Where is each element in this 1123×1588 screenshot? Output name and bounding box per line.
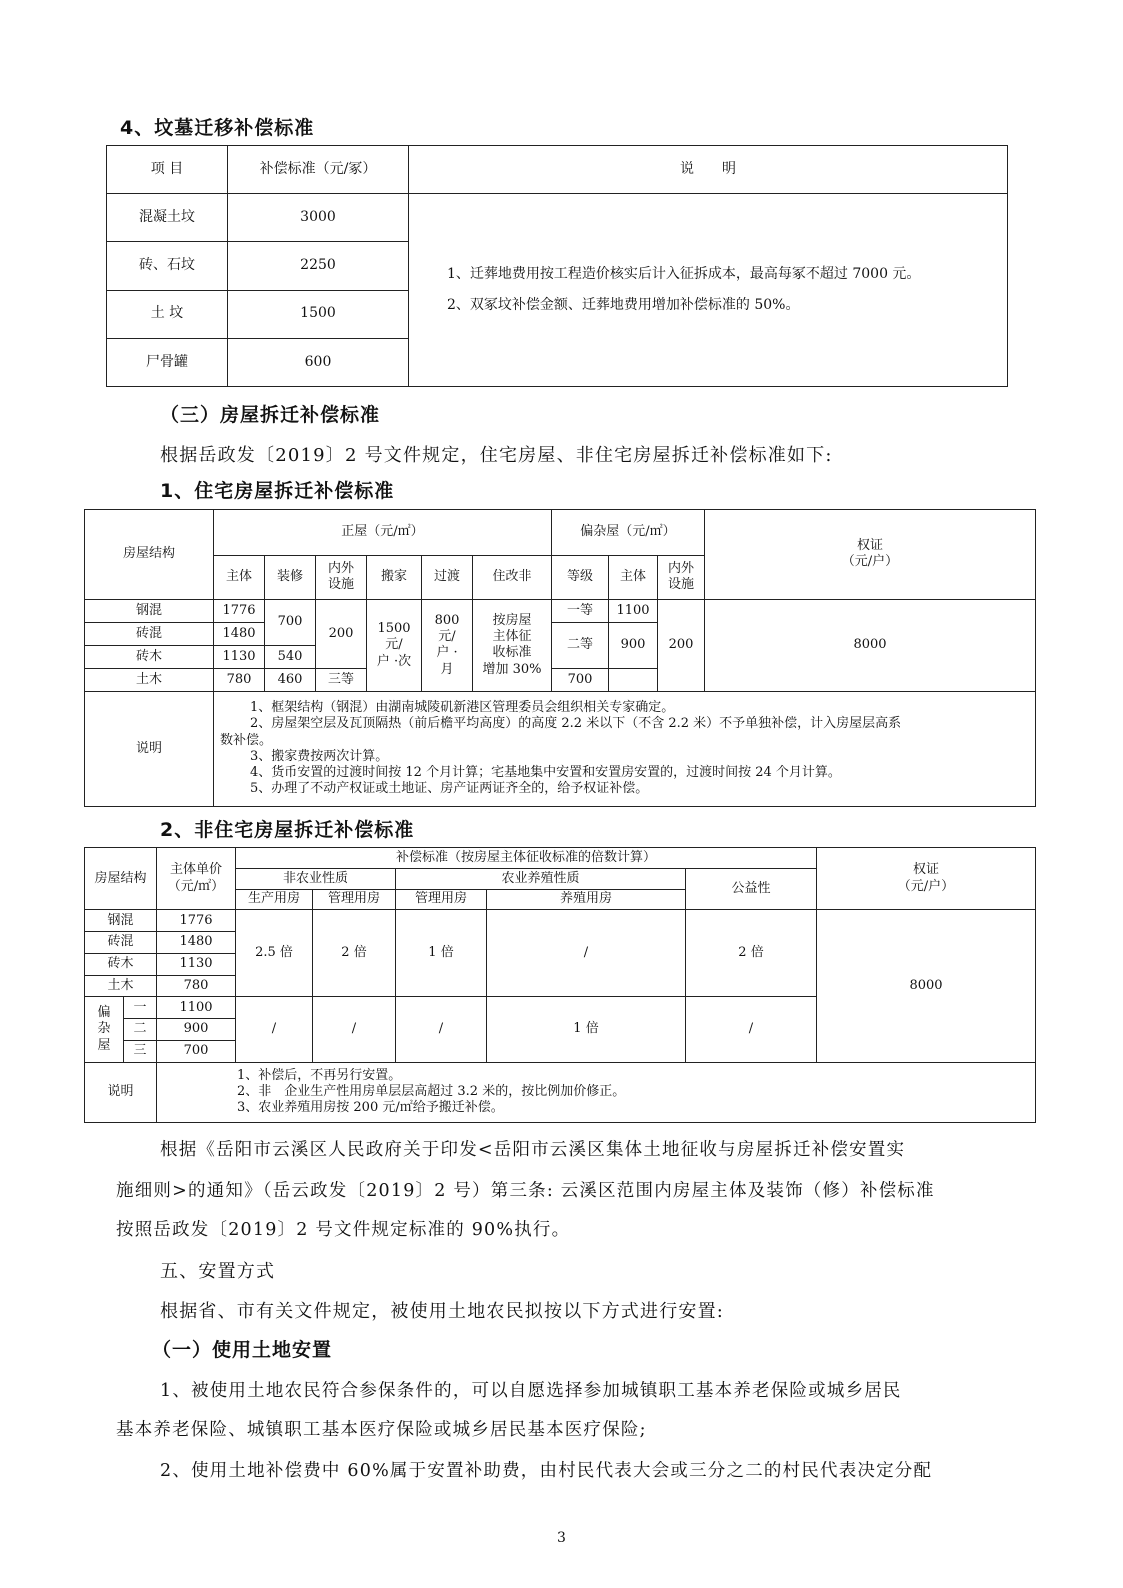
- col-side-facility-line: 设施: [667, 577, 694, 593]
- transition-fee: [422, 599, 473, 691]
- structure-type: 砖木: [85, 953, 157, 975]
- col-agri-management: 管理用房: [396, 889, 487, 910]
- residential-notes: [214, 691, 1036, 806]
- side-price: 1100: [157, 997, 236, 1019]
- col-production: 生产用房: [236, 889, 313, 910]
- side-facility-price: 200: [658, 599, 705, 691]
- grave-heading: 4、坟墓迁移补偿标准: [120, 117, 315, 139]
- breeding-multiplier: /: [487, 910, 686, 997]
- cert-header: [817, 848, 1036, 910]
- side-price: 700: [157, 1040, 236, 1062]
- cert-header-line: 权证: [856, 538, 883, 554]
- col-transition: 过渡: [422, 556, 473, 600]
- cert-header: [705, 510, 1036, 600]
- residential-note: 2、房屋架空层及瓦顶隔热（前后檐平均高度）的高度 2.2 米以下（不含 2.2 米）不予单独补偿，计入房屋层高系: [250, 716, 902, 732]
- grave-amount: 3000: [228, 194, 409, 242]
- item-one-line: 基本养老保险、城镇职工基本医疗保险或城乡居民基本医疗保险;: [116, 1420, 647, 1440]
- residential-note: 5、办理了不动产权证或土地证、房产证两证齐全的，给予权证补偿。: [250, 781, 649, 797]
- moving-fee-line: 1500: [377, 621, 411, 637]
- grave-header-item: 项 目: [107, 146, 228, 194]
- yunxi-paragraph-line: 根据《岳阳市云溪区人民政府关于印发<岳阳市云溪区集体土地征收与房屋拆迁补偿安置实: [160, 1140, 906, 1160]
- nonresidential-note: 2、非 企业生产性用房单层层高超过 3.2 米的，按比例加价修正。: [237, 1084, 626, 1100]
- grade: 三等: [316, 668, 367, 691]
- moving-fee-line: 户 ·次: [376, 653, 412, 669]
- main-price: 780: [214, 668, 265, 691]
- grave-type: 混凝土坟: [107, 194, 228, 242]
- structure-type: 钢混: [85, 599, 214, 622]
- notes-label: 说明: [85, 691, 214, 806]
- comp-group-header: 补偿标准（按房屋主体征收标准的倍数计算）: [236, 848, 817, 869]
- side-grade: 二: [124, 1019, 157, 1041]
- cert-value: 8000: [817, 910, 1036, 1062]
- residential-table: [84, 509, 1036, 807]
- structure-type: 土木: [85, 975, 157, 997]
- cert-header-line: （元/户）: [897, 878, 955, 894]
- grade-price: 1100: [609, 599, 658, 622]
- grave-amount: 600: [228, 338, 409, 386]
- cert-header-line: （元/户）: [841, 554, 899, 570]
- grave-notes: [409, 194, 1008, 387]
- side-house-header: 偏杂屋（元/㎡）: [552, 510, 705, 556]
- grave-note: 1、迁葬地费用按工程造价核实后计入征拆成本，最高每冢不超过 7000 元。: [447, 265, 921, 282]
- unit-price-header-line: 主体单价: [169, 862, 222, 878]
- cert-header-line: 权证: [912, 862, 939, 878]
- structure-type: 砖混: [85, 622, 214, 645]
- col-side-facility: [658, 556, 705, 600]
- section-five-paragraph: 根据省、市有关文件规定，被使用土地农民拟按以下方式进行安置:: [160, 1301, 725, 1322]
- unit-price: 780: [157, 975, 236, 997]
- transition-fee-line: 元/: [438, 629, 456, 645]
- grave-amount: 2250: [228, 242, 409, 290]
- side-house-label-char: 杂: [97, 1021, 111, 1037]
- side-price: 900: [157, 1019, 236, 1041]
- grave-type: 尸骨罐: [107, 338, 228, 386]
- side-grade: 三: [124, 1040, 157, 1062]
- yunxi-paragraph-line: 按照岳政发〔2019〕2 号文件规定标准的 90%执行。: [116, 1220, 571, 1240]
- grade-price: 700: [552, 668, 609, 691]
- col-side-main: 主体: [609, 556, 658, 600]
- residential-note: 1、框架结构（钢混）由湖南城陵矶新港区管理委员会组织相关专家确定。: [250, 700, 675, 716]
- nonresidential-note: 3、农业养殖用房按 200 元/㎡给予搬迁补偿。: [237, 1100, 504, 1116]
- grave-header-standard: 补偿标准（元/冢）: [228, 146, 409, 194]
- agri-header: 农业养殖性质: [396, 868, 686, 889]
- transition-fee-line: 800: [434, 612, 460, 628]
- side-house-label: [85, 997, 124, 1062]
- residential-note: 数补偿。: [220, 732, 273, 748]
- conversion-rule-line: 按房屋: [492, 612, 532, 628]
- unit-price: 1130: [157, 953, 236, 975]
- structure-type: 钢混: [85, 910, 157, 932]
- public-multiplier: 2 倍: [686, 910, 817, 997]
- structure-type: 土木: [85, 668, 214, 691]
- grave-table: [106, 145, 1008, 387]
- moving-fee: [367, 599, 422, 691]
- side-grade: 一: [124, 997, 157, 1019]
- structure-header: 房屋结构: [85, 848, 157, 910]
- production-multiplier: 2.5 倍: [236, 910, 313, 997]
- col-side-facility-line: 内外: [667, 561, 694, 577]
- page-number: 3: [557, 1530, 566, 1546]
- grade: 一等: [552, 599, 609, 622]
- decor-price: 460: [265, 668, 316, 691]
- col-main: 主体: [214, 556, 265, 600]
- main-price: 1480: [214, 622, 265, 645]
- residential-heading: 1、住宅房屋拆迁补偿标准: [160, 480, 395, 502]
- grave-header-notes: 说 明: [409, 146, 1008, 194]
- section-five-heading: 五、安置方式: [160, 1261, 276, 1282]
- non-agri-header: 非农业性质: [236, 868, 396, 889]
- residential-note: 3、搬家费按两次计算。: [250, 748, 389, 764]
- unit-price-header: [157, 848, 236, 910]
- grade-price: 900: [609, 622, 658, 668]
- col-decor: 装修: [265, 556, 316, 600]
- grave-type: 砖、石坟: [107, 242, 228, 290]
- agri-management-multiplier: 1 倍: [396, 910, 487, 997]
- col-facility: [316, 556, 367, 600]
- house-paragraph: 根据岳政发〔2019〕2 号文件规定，住宅房屋、非住宅房屋拆迁补偿标准如下:: [160, 445, 833, 466]
- grave-note: 2、双冢坟补偿金额、迁葬地费用增加补偿标准的 50%。: [447, 297, 800, 314]
- yunxi-paragraph-line: 施细则>的通知》（岳云政发〔2019〕2 号）第三条: 云溪区范围内房屋主体及装饰（修）补偿标准: [116, 1181, 935, 1201]
- side-house-label-char: 偏: [97, 1005, 111, 1021]
- transition-fee-line: 户 ·: [436, 645, 458, 661]
- facility-price: 200: [316, 599, 367, 668]
- item-two-line: 2、使用土地补偿费中 60%属于安置补助费，由村民代表大会或三分之二的村民代表决定分配: [160, 1461, 933, 1481]
- management-multiplier: 2 倍: [313, 910, 396, 997]
- notes-label: 说明: [85, 1062, 157, 1122]
- decor-price: 700: [265, 599, 316, 645]
- side-management: /: [313, 997, 396, 1062]
- transition-fee-line: 月: [440, 661, 454, 677]
- main-price: 1130: [214, 645, 265, 668]
- unit-price-header-line: （元/㎡）: [167, 878, 225, 894]
- unit-price: 1776: [157, 910, 236, 932]
- side-house-label-char: 屋: [97, 1037, 111, 1053]
- land-placement-heading: （一）使用土地安置: [152, 1339, 333, 1361]
- item-one-line: 1、被使用土地农民符合参保条件的，可以自愿选择参加城镇职工基本养老保险或城乡居民: [160, 1381, 902, 1401]
- col-conversion: 住改非: [473, 556, 552, 600]
- main-price: 1776: [214, 599, 265, 622]
- col-breeding: 养殖用房: [487, 889, 686, 910]
- nonresidential-table: [84, 847, 1036, 1123]
- structure-type: 砖混: [85, 932, 157, 954]
- nonresidential-notes: [157, 1062, 1036, 1122]
- col-facility-line: 内外: [327, 561, 354, 577]
- main-house-header: 正屋（元/㎡）: [214, 510, 552, 556]
- grave-amount: 1500: [228, 290, 409, 338]
- house-heading: （三）房屋拆迁补偿标准: [160, 404, 381, 426]
- conversion-rule-line: 增加 30%: [482, 661, 542, 677]
- nonresidential-note: 1、补偿后，不再另行安置。: [237, 1067, 402, 1083]
- structure-type: 砖木: [85, 645, 214, 668]
- grade: 二等: [552, 622, 609, 668]
- nonresidential-heading: 2、非住宅房屋拆迁补偿标准: [160, 819, 415, 841]
- conversion-rule: [473, 599, 552, 691]
- unit-price: 1480: [157, 932, 236, 954]
- conversion-rule-line: 主体征: [492, 629, 532, 645]
- col-grade: 等级: [552, 556, 609, 600]
- side-production: /: [236, 997, 313, 1062]
- col-facility-line: 设施: [327, 577, 354, 593]
- side-breeding: 1 倍: [487, 997, 686, 1062]
- structure-header: 房屋结构: [85, 510, 214, 600]
- decor-price: 540: [265, 645, 316, 668]
- side-public: /: [686, 997, 817, 1062]
- public-header: 公益性: [686, 868, 817, 910]
- grave-type: 土 坟: [107, 290, 228, 338]
- col-moving: 搬家: [367, 556, 422, 600]
- side-agri-management: /: [396, 997, 487, 1062]
- cert-value: 8000: [705, 599, 1036, 691]
- moving-fee-line: 元/: [385, 637, 403, 653]
- conversion-rule-line: 收标准: [492, 645, 532, 661]
- col-management: 管理用房: [313, 889, 396, 910]
- residential-note: 4、货币安置的过渡时间按 12 个月计算；宅基地集中安置和安置房安置的，过渡时间按 24 个月计算。: [250, 765, 841, 781]
